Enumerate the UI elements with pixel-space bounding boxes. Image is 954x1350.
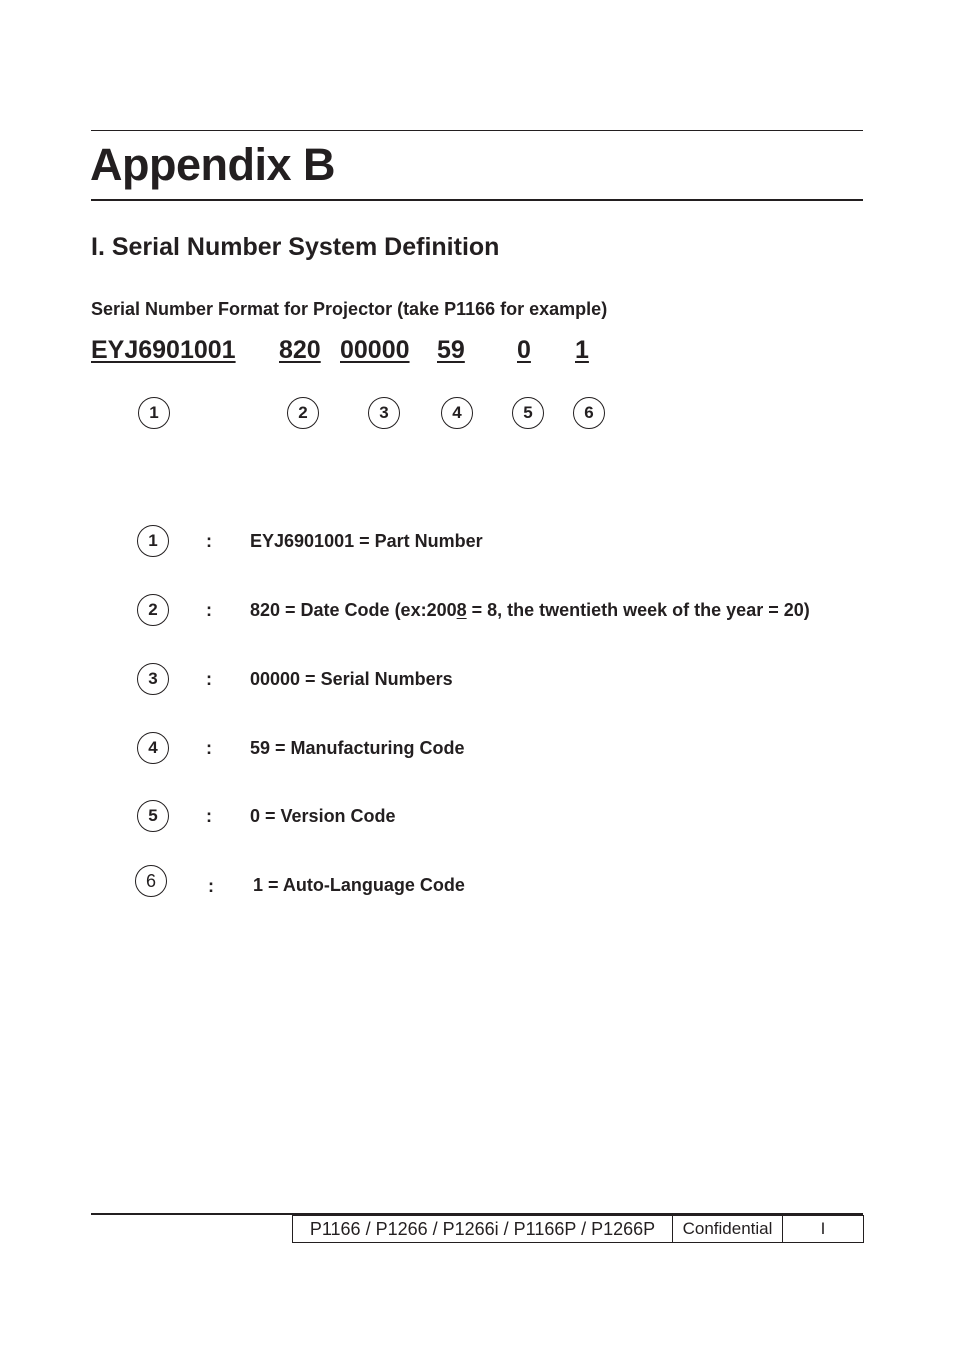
definition-separator: : — [206, 669, 212, 689]
definition-marker-5: 5 — [137, 800, 169, 832]
footer-classification: Confidential — [672, 1216, 782, 1242]
footer-table — [292, 1215, 864, 1243]
definition-separator: : — [206, 806, 212, 826]
definition-marker-1: 1 — [137, 525, 169, 557]
definition-text: 1 = Auto-Language Code — [253, 875, 465, 895]
definition-marker-3: 3 — [137, 663, 169, 695]
definition-text: 00000 = Serial Numbers — [250, 669, 453, 689]
segment-marker-5: 5 — [512, 397, 544, 429]
appendix-title: Appendix B — [90, 139, 336, 190]
definition-separator: : — [206, 531, 212, 551]
serial-segment-manufacturing-code: 59 — [437, 336, 465, 364]
definition-separator: : — [206, 600, 212, 620]
underlined-year-digit: 8 — [456, 600, 467, 620]
top-rule — [91, 130, 863, 131]
serial-segment-serial-numbers: 00000 — [340, 336, 410, 364]
definition-text: EYJ6901001 = Part Number — [250, 531, 483, 551]
definition-marker-4: 4 — [137, 732, 169, 764]
serial-segment-date-code: 820 — [279, 336, 321, 364]
segment-marker-2: 2 — [287, 397, 319, 429]
segment-marker-3: 3 — [368, 397, 400, 429]
segment-marker-6: 6 — [573, 397, 605, 429]
serial-segment-language-code: 1 — [575, 336, 589, 364]
footer-page-number: I — [782, 1216, 863, 1242]
segment-marker-4: 4 — [441, 397, 473, 429]
definition-marker-2: 2 — [137, 594, 169, 626]
definition-text: 820 = Date Code (ex:2008 = 8, the twentieth week of the year = 20) — [250, 600, 810, 620]
format-caption: Serial Number Format for Projector (take P1166 for example) — [91, 299, 608, 319]
definition-separator: : — [206, 738, 212, 758]
title-underline-rule — [91, 199, 863, 201]
definition-text: 59 = Manufacturing Code — [250, 738, 465, 758]
definition-text: 0 = Version Code — [250, 806, 396, 826]
footer-models: P1166 / P1266 / P1266i / P1166P / P1266P — [309, 1218, 656, 1239]
serial-segment-part-number: EYJ6901001 — [91, 336, 236, 364]
section-heading: I. Serial Number System Definition — [91, 233, 500, 261]
serial-segment-version-code: 0 — [517, 336, 531, 364]
definition-marker-6: 6 — [135, 865, 167, 897]
segment-marker-1: 1 — [138, 397, 170, 429]
definition-separator: : — [208, 876, 214, 896]
